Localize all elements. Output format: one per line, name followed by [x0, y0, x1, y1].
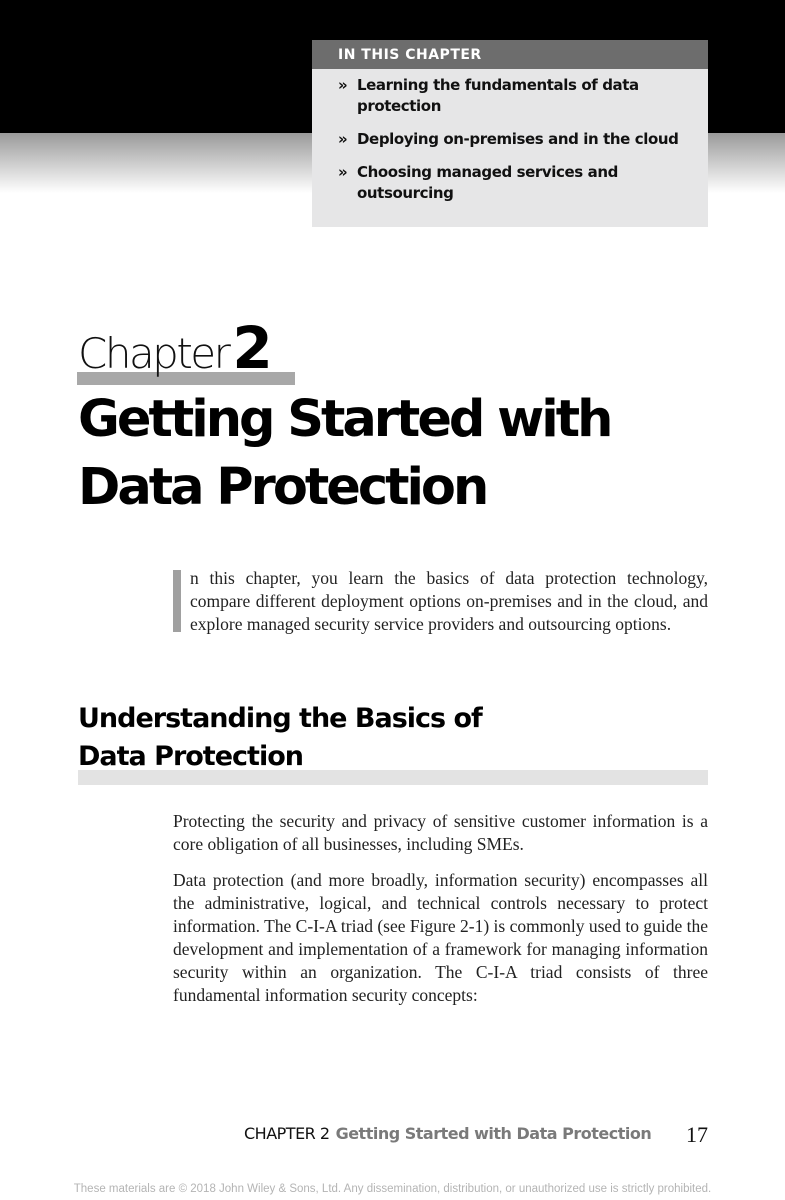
section-heading-text [78, 700, 708, 776]
list-item-text: Deploying on-premises and in the cloud [357, 130, 679, 148]
section-heading-line: Data Protection [78, 741, 303, 772]
page-number: 17 [686, 1122, 708, 1147]
drop-cap [173, 570, 181, 632]
chapter-title-line: Getting Started with [78, 390, 611, 449]
bullet-icon: » [338, 163, 348, 181]
in-this-chapter-box [312, 40, 708, 227]
list-item [338, 162, 688, 204]
running-footer [244, 1124, 651, 1143]
section-heading-line: Understanding the Basics of [78, 703, 482, 734]
in-this-chapter-heading: IN THIS CHAPTER [312, 40, 708, 69]
intro-paragraph [173, 567, 708, 636]
intro-text: n this chapter, you learn the basics of data protection technology, compare different deployment options on-premises and in the cloud, and explore managed security service providers and outsourcing options. [190, 568, 708, 634]
chapter-title-line: Data Protection [78, 458, 487, 517]
in-this-chapter-list [312, 69, 708, 204]
list-item [338, 75, 688, 117]
chapter-word: Chapter [78, 329, 229, 378]
chapter-label [78, 314, 273, 388]
body-paragraph: Protecting the security and privacy of sensitive customer information is a core obligation of all businesses, including SMEs. [173, 811, 708, 854]
footer-chapter-label: CHAPTER 2 [244, 1124, 330, 1143]
copyright-notice: These materials are © 2018 John Wiley & Sons, Ltd. Any dissemination, distribution, or unauthorized use is strictly prohibited. [73, 1183, 712, 1195]
list-item-text: Learning the fundamentals of data protection [357, 76, 639, 115]
section-heading [78, 700, 708, 776]
bullet-icon: » [338, 76, 348, 94]
chapter-title [78, 386, 718, 522]
footer-chapter-title: Getting Started with Data Protection [335, 1124, 652, 1143]
bullet-icon: » [338, 130, 348, 148]
chapter-number: 2 [232, 314, 273, 382]
list-item-text: Choosing managed services and outsourcing [357, 163, 619, 202]
body-paragraph: Data protection (and more broadly, information security) encompasses all the administrative, logical, and technical controls necessary to protect information. The C-I-A triad (see Figure 2-1) is commonly used to guide the development and implementation of a framework for managing information security within an organization. The C-I-A triad consists of three fundamental information security concepts: [173, 870, 708, 1005]
list-item [338, 129, 688, 150]
